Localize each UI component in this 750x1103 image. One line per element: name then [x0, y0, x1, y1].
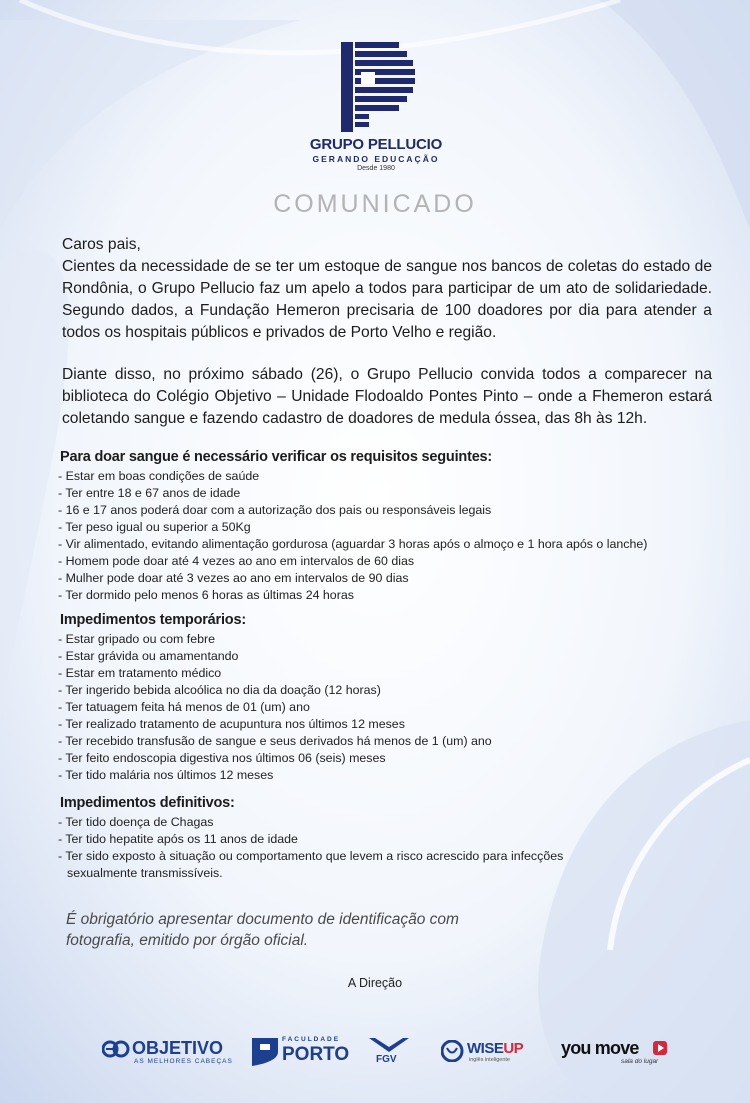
- list-item: - Ter tatuagem feita há menos de 01 (um) ano: [58, 700, 310, 714]
- definitive-impediments-section: [58, 795, 718, 882]
- list-item: - Estar em boas condições de saúde: [58, 469, 260, 483]
- list-item: - Ter ingerido bebida alcoólica no dia da doação (12 horas): [58, 683, 381, 697]
- list-item: - Ter realizado tratamento de acupuntura nos últimos 12 meses: [58, 717, 405, 731]
- intro-text: [62, 234, 712, 430]
- list-item: - 16 e 17 anos poderá doar com a autorização dos pais ou responsáveis legais: [58, 503, 492, 517]
- wiseup-name: WISEUP: [467, 1040, 524, 1057]
- definitive-heading: Impedimentos definitivos:: [60, 795, 235, 811]
- greeting: Caros pais,: [62, 236, 141, 253]
- list-item: - Estar gripado ou com febre: [58, 632, 216, 646]
- porto-emblem-icon: [252, 1036, 278, 1066]
- list-item: - Ter tido doença de Chagas: [58, 815, 214, 829]
- list-item: - Ter dormido pelo menos 6 horas as últimas 24 horas: [58, 588, 354, 602]
- footer-brands: [0, 1032, 750, 1072]
- temporary-heading: Impedimentos temporários:: [60, 612, 246, 628]
- brand-tagline: GERANDO EDUCAÇÃO: [312, 154, 440, 164]
- list-item: - Estar em tratamento médico: [58, 666, 222, 680]
- fgv-name: FGV: [376, 1054, 397, 1065]
- page-title: COMUNICADO: [273, 190, 477, 218]
- identification-note: É obrigatório apresentar documento de identificação com fotografia, emitido por órgão oficial.: [66, 911, 459, 949]
- list-item: - Ter tido malária nos últimos 12 meses: [58, 768, 274, 782]
- porto-name: PORTO: [282, 1044, 350, 1065]
- list-item: - Vir alimentado, evitando alimentação gordurosa (aguardar 3 horas após o almoço e 1 hora após o lanche): [58, 537, 648, 551]
- signature: A Direção: [347, 976, 403, 990]
- objetivo-emblem-icon: [102, 1038, 130, 1060]
- fgv-emblem-icon: [369, 1036, 409, 1054]
- objetivo-name: OBJETIVO: [132, 1038, 224, 1058]
- intro-paragraph-1: Cientes da necessidade de se ter um estoque de sangue nos bancos de coletas do estado de Rondônia, o Grupo Pellucio faz um apelo a todos para participar de um ato de solidariedade. Segundo dados, a Fundação Hemeron precisaria de 100 doadores por dia para atender a todos os hospitais públicos e privados de Porto Velho e região.: [62, 258, 712, 341]
- list-item: - Ter entre 18 e 67 anos de idade: [58, 486, 241, 500]
- youmove-name: you move: [561, 1038, 639, 1058]
- requirements-section: [58, 449, 718, 604]
- list-item: - Mulher pode doar até 3 vezes ao ano em intervalos de 90 dias: [58, 571, 409, 585]
- objetivo-tagline: AS MELHORES CABEÇAS: [134, 1058, 233, 1065]
- grupo-pellucio-logo: [296, 42, 456, 172]
- youmove-play-icon: [653, 1041, 667, 1055]
- list-item: - Ter feito endoscopia digestiva nos últimos 06 (seis) meses: [58, 751, 386, 765]
- brand-since: Desde 1980: [357, 165, 395, 172]
- temporary-list: [58, 631, 718, 784]
- list-item: - Homem pode doar até 4 vezes ao ano em intervalos de 60 dias: [58, 554, 415, 568]
- pellucio-p-emblem-icon: [335, 42, 417, 132]
- list-item: - Ter recebido transfusão de sangue e seus derivados há menos de 1 (um) ano: [58, 734, 492, 748]
- requirements-list: [58, 468, 718, 604]
- wiseup-emblem-icon: [441, 1040, 465, 1062]
- brand-name: GRUPO PELLUCIO: [309, 136, 443, 153]
- definitive-list: [58, 814, 718, 882]
- wiseup-tagline: inglês inteligente: [469, 1057, 510, 1063]
- youmove-tagline: sala do lugar: [621, 1058, 659, 1065]
- list-item: - Ter sido exposto à situação ou comportamento que levem a risco acrescido para infecções sexualmente transmissíveis.: [58, 849, 564, 880]
- list-item: - Estar grávida ou amamentando: [58, 649, 239, 663]
- temporary-impediments-section: [58, 612, 718, 784]
- porto-prefix: FACULDADE: [282, 1036, 341, 1043]
- list-item: - Ter tido hepatite após os 11 anos de idade: [58, 832, 298, 846]
- intro-paragraph-2: Diante disso, no próximo sábado (26), o Grupo Pellucio convida todos a comparecer na biblioteca do Colégio Objetivo – Unidade Flodoaldo Pontes Pinto – onde a Fhemeron estará coletando sangue e fazendo cadastro de doadores de medula óssea, das 8h às 12h.: [62, 366, 712, 427]
- requirements-heading: Para doar sangue é necessário verificar os requisitos seguintes:: [60, 449, 493, 465]
- list-item: - Ter peso igual ou superior a 50Kg: [58, 520, 251, 534]
